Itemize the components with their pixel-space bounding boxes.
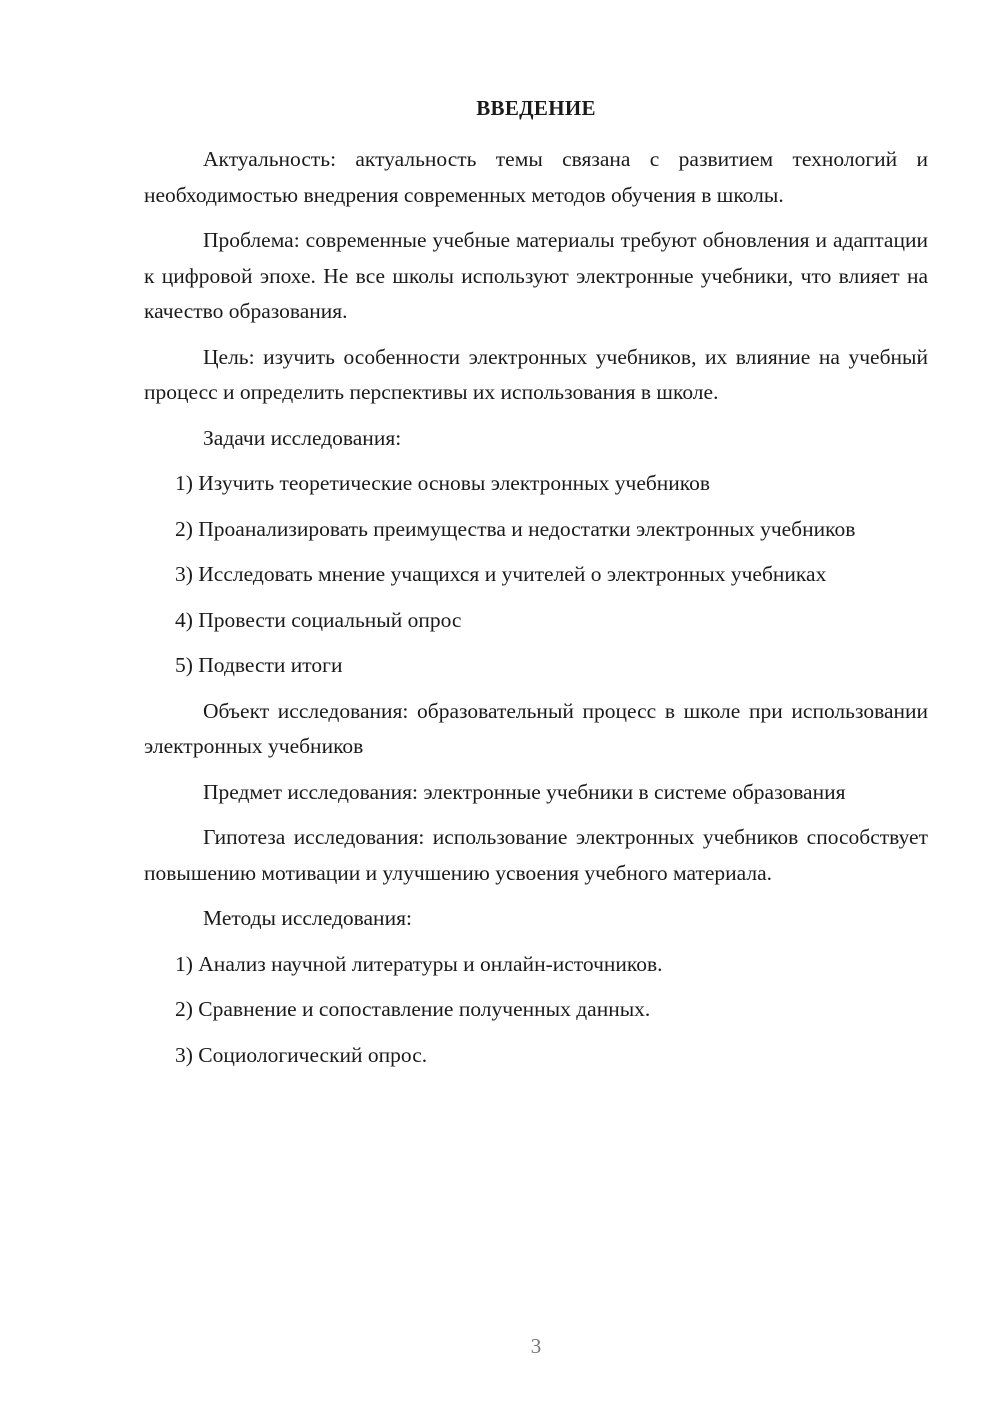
method-item-2: 2) Сравнение и сопоставление полученных данных. — [175, 997, 651, 1021]
hypothesis-paragraph: Гипотеза исследования: использование электронных учебников способствует повышению мотивации и улучшению усвоения учебного материала. — [144, 825, 928, 885]
object-paragraph: Объект исследования: образовательный процесс в школе при использовании электронных учебников — [144, 698, 928, 758]
methods-heading: Методы исследования: — [203, 906, 412, 930]
relevance-paragraph: Актуальность: актуальность темы связана с развитием технологий и необходимостью внедрения современных методов обучения в школы. — [144, 147, 928, 207]
method-item-1: 1) Анализ научной литературы и онлайн-источников. — [175, 951, 663, 976]
section-title: ВВЕДЕНИЕ — [476, 96, 596, 120]
task-item-4: 4) Провести социальный опрос — [175, 607, 462, 632]
page-body — [144, 142, 928, 1083]
subject-paragraph: Предмет исследования: электронные учебники в системе образования — [203, 779, 846, 804]
task-item-2: 2) Проанализировать преимущества и недостатки электронных учебников — [175, 516, 856, 541]
method-item-3: 3) Социологический опрос. — [175, 1042, 428, 1067]
task-item-5: 5) Подвести итоги — [175, 653, 343, 677]
tasks-heading: Задачи исследования: — [203, 425, 402, 450]
goal-paragraph: Цель: изучить особенности электронных учебников, их влияние на учебный процесс и определить перспективы их использования в школе. — [144, 344, 928, 404]
task-item-1: 1) Изучить теоретические основы электронных учебников — [175, 471, 711, 495]
problem-paragraph: Проблема: современные учебные материалы требуют обновления и адаптации к цифровой эпохе. Не все школы используют электронные учебники, что влияет на качество образования. — [144, 228, 928, 323]
task-item-3: 3) Исследовать мнение учащихся и учителей о электронных учебниках — [175, 562, 827, 586]
page-number: 3 — [530, 1334, 542, 1358]
